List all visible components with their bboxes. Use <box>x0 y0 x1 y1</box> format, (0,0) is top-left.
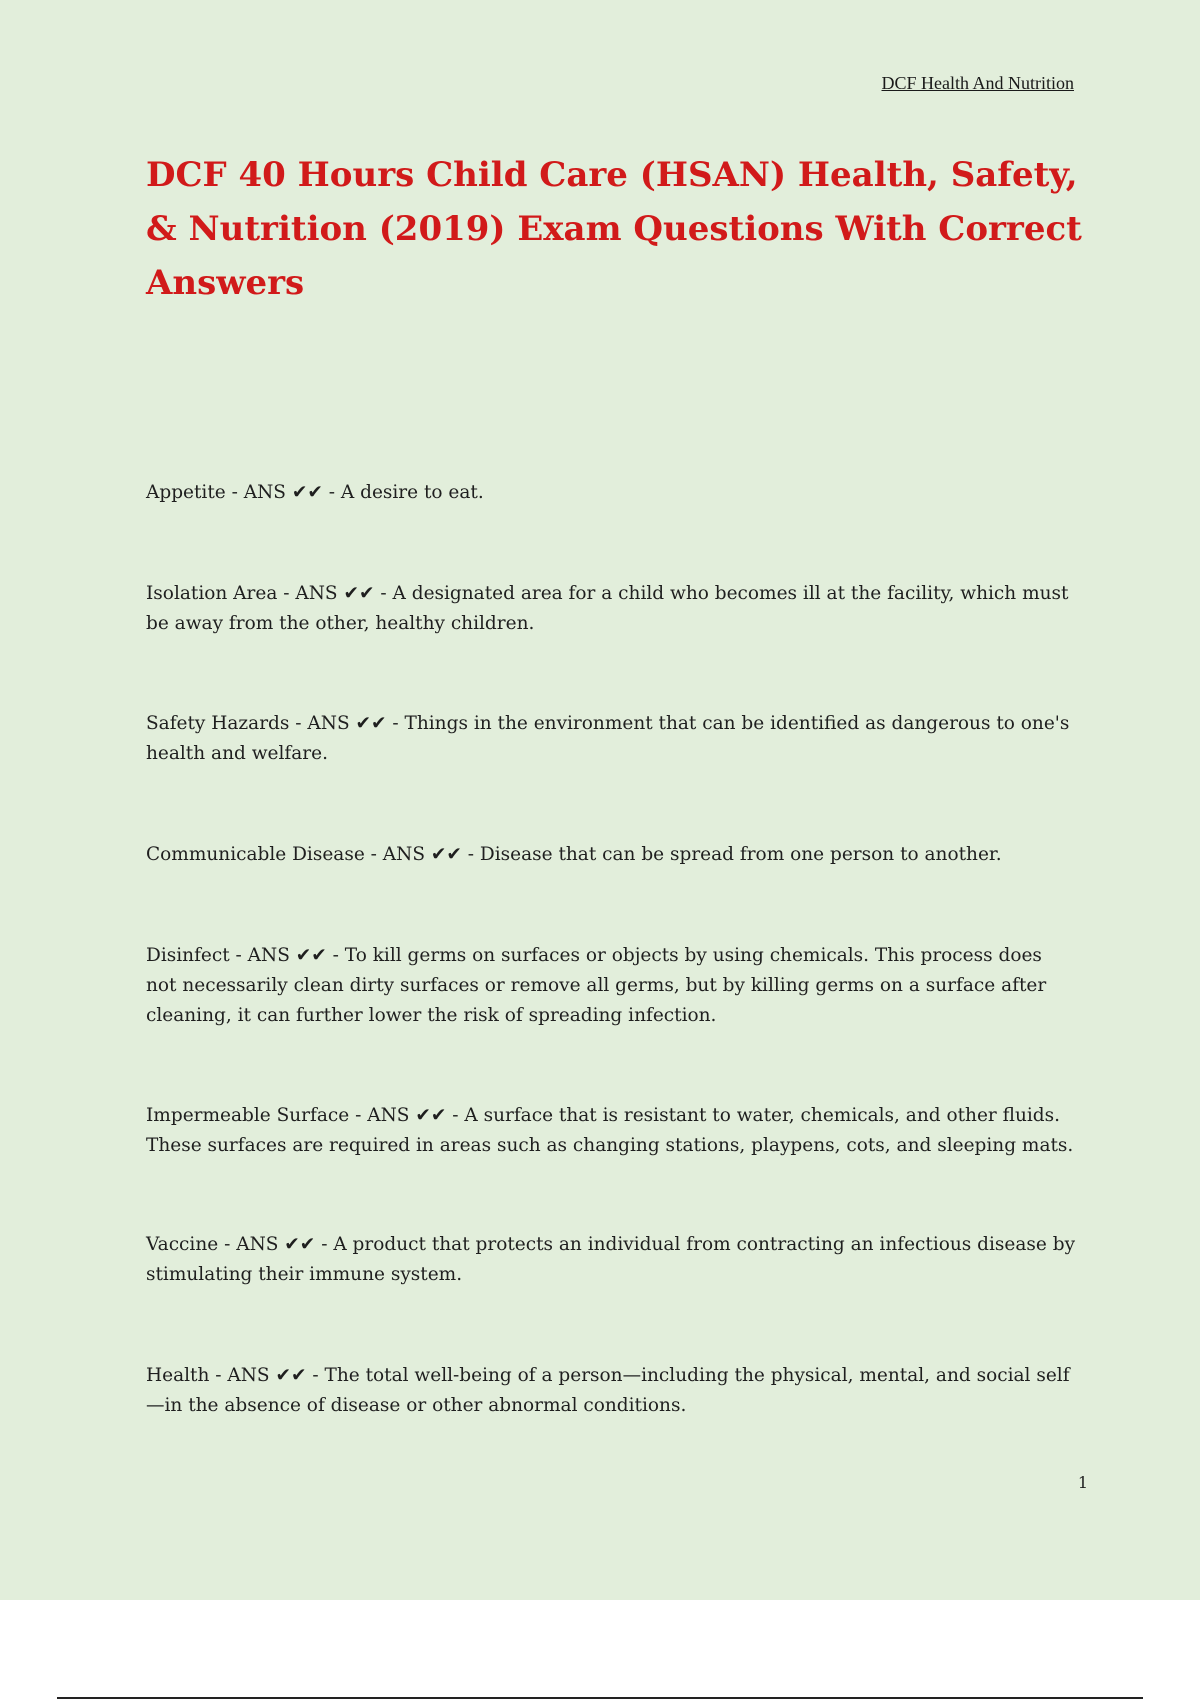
page-number: 1 <box>1077 1473 1088 1492</box>
qa-entry-health: Health - ANS ✔✔ - The total well-being of a person—including the physical, mental, and social self—in the absence of disease or other abnormal conditions. <box>146 1365 1070 1416</box>
next-page-divider <box>57 1697 1143 1699</box>
qa-entry-disinfect: Disinfect - ANS ✔✔ - To kill germs on surfaces or objects by using chemicals. This process does not necessarily clean dirty surfaces or remove all germs, but by killing germs on a surface after cleaning, it can further lower the risk of spreading infection. <box>146 945 1047 1026</box>
qa-entry-appetite: Appetite - ANS ✔✔ - A desire to eat. <box>146 482 484 503</box>
qa-entry-communicable-disease: Communicable Disease - ANS ✔✔ - Disease that can be spread from one person to another. <box>146 844 1002 865</box>
qa-entry-isolation-area: Isolation Area - ANS ✔✔ - A designated area for a child who becomes ill at the facility, which must be away from the other, healthy children. <box>146 583 1069 634</box>
qa-entry-vaccine: Vaccine - ANS ✔✔ - A product that protects an individual from contracting an infectious disease by stimulating their immune system. <box>146 1234 1076 1285</box>
running-header: DCF Health And Nutrition <box>881 73 1074 93</box>
qa-entry-safety-hazards: Safety Hazards - ANS ✔✔ - Things in the environment that can be identified as dangerous to one's health and welfare. <box>146 713 1070 764</box>
qa-entry-impermeable-surface: Impermeable Surface - ANS ✔✔ - A surface that is resistant to water, chemicals, and other fluids. These surfaces are required in areas such as changing stations, playpens, cots, and sleeping mats. <box>146 1105 1074 1156</box>
document-title: DCF 40 Hours Child Care (HSAN) Health, Safety, & Nutrition (2019) Exam Questions With Correct Answers <box>146 155 1082 303</box>
